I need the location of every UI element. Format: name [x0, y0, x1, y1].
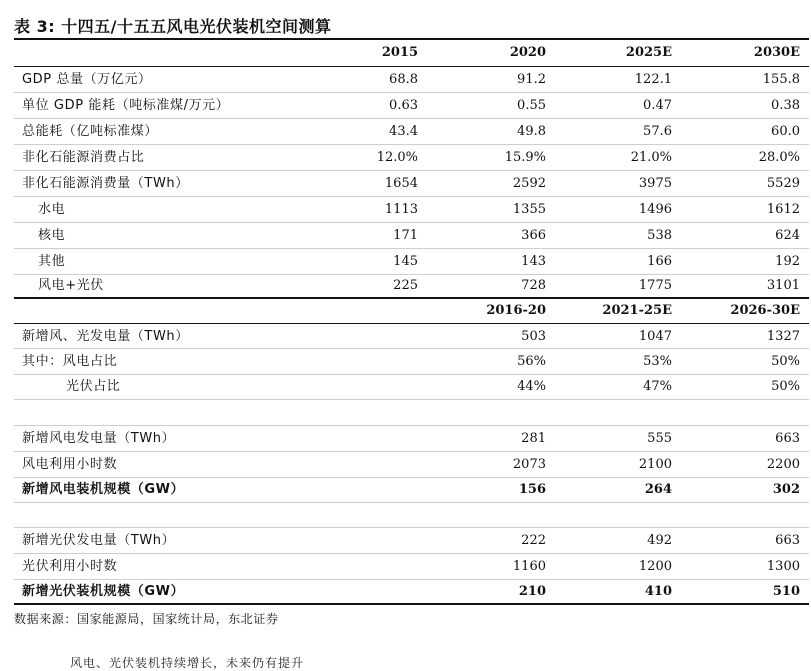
- cell-value: 663: [775, 431, 800, 446]
- cell-value: 12.0%: [376, 150, 418, 165]
- header-cell: 2021-25E: [602, 303, 672, 318]
- cell-value: 538: [647, 228, 672, 243]
- cell-value: 0.55: [517, 98, 546, 113]
- cell-value: 155.8: [762, 72, 800, 87]
- cell-value: 366: [521, 228, 546, 243]
- cell-value: 1113: [384, 202, 418, 217]
- cell-value: 2073: [512, 457, 546, 472]
- cell-value: 156: [518, 482, 546, 497]
- cell-value: 1327: [766, 329, 800, 344]
- cell-value: 192: [775, 254, 800, 269]
- table-row: [14, 119, 809, 144]
- cell-value: 225: [393, 278, 418, 293]
- cell-value: 510: [772, 584, 800, 599]
- table-row-empty: [14, 400, 809, 425]
- cell-value: 1612: [766, 202, 800, 217]
- cell-value: 3101: [766, 278, 800, 293]
- cell-value: 281: [521, 431, 546, 446]
- row-label: 非化石能源消费占比: [22, 150, 145, 165]
- header-cell: 2025E: [625, 45, 672, 60]
- cell-value: 122.1: [634, 72, 672, 87]
- table-row: [14, 452, 809, 477]
- row-label: 其他: [38, 254, 66, 269]
- table-row: [14, 145, 809, 170]
- row-label: 水电: [38, 202, 66, 217]
- row-label: 新增光伏发电量（TWh）: [22, 533, 176, 548]
- cell-value: 1355: [512, 202, 546, 217]
- cell-value: 143: [521, 254, 546, 269]
- row-label: 核电: [38, 228, 66, 243]
- row-label: 光伏占比: [66, 379, 121, 394]
- cell-value: 91.2: [517, 72, 546, 87]
- table-row: [14, 579, 809, 604]
- cell-value: 166: [647, 254, 672, 269]
- table-row: [14, 249, 809, 274]
- cell-value: 410: [644, 584, 672, 599]
- table-row: [14, 67, 809, 92]
- header-cell: 2030E: [753, 45, 800, 60]
- row-label: 新增风电装机规模（GW）: [22, 482, 185, 497]
- cell-value: 0.47: [643, 98, 672, 113]
- row-label: 光伏利用小时数: [22, 559, 118, 574]
- cell-value: 222: [521, 533, 546, 548]
- cell-value: 2100: [638, 457, 672, 472]
- cell-value: 555: [647, 431, 672, 446]
- table-row: [14, 223, 809, 248]
- bottom-rule: [14, 603, 809, 605]
- cell-value: 2200: [766, 457, 800, 472]
- cell-value: 44%: [517, 379, 546, 394]
- cell-value: 3975: [638, 176, 672, 191]
- header-row: [14, 298, 809, 323]
- cell-value: 43.4: [389, 124, 418, 139]
- row-label: GDP 总量（万亿元）: [22, 72, 152, 87]
- table-row: [14, 349, 809, 374]
- table-row: [14, 273, 809, 298]
- cell-value: 1300: [766, 559, 800, 574]
- table-row-empty: [14, 503, 809, 528]
- row-label: 风电利用小时数: [22, 457, 118, 472]
- cell-value: 68.8: [389, 72, 418, 87]
- table-row: [14, 324, 809, 349]
- table-row: [14, 93, 809, 118]
- header-cell: 2026-30E: [730, 303, 800, 318]
- cell-value: 1200: [638, 559, 672, 574]
- cell-value: 56%: [517, 354, 546, 369]
- table-row: [14, 171, 809, 196]
- cell-value: 0.63: [389, 98, 418, 113]
- row-label: 新增光伏装机规模（GW）: [22, 584, 185, 599]
- table-row: [14, 477, 809, 502]
- cell-value: 53%: [643, 354, 672, 369]
- row-label: 其中：风电占比: [22, 354, 118, 369]
- row-label: 单位 GDP 能耗（吨标准煤/万元）: [22, 98, 230, 113]
- row-label: 风电+光伏: [38, 278, 104, 293]
- cell-value: 28.0%: [758, 150, 800, 165]
- cut-off-text: 风电、光伏装机持续增长，未来仍有提升: [70, 656, 305, 670]
- cell-value: 145: [393, 254, 418, 269]
- table-row: [14, 426, 809, 451]
- cell-value: 47%: [643, 379, 672, 394]
- cell-value: 15.9%: [504, 150, 546, 165]
- cell-value: 50%: [771, 354, 800, 369]
- source-note: 数据来源：国家能源局，国家统计局，东北证券: [14, 612, 279, 626]
- cell-value: 1496: [638, 202, 672, 217]
- cell-value: 60.0: [771, 124, 800, 139]
- cell-value: 728: [521, 278, 546, 293]
- header-cell: 2015: [381, 45, 418, 60]
- table-title: 表 3: 十四五/十五五风电光伏装机空间测算: [14, 17, 332, 36]
- cell-value: 0.38: [771, 98, 800, 113]
- table-row: [14, 374, 809, 399]
- table-row: [14, 528, 809, 553]
- header-cell: 2020: [509, 45, 546, 60]
- cell-value: 50%: [771, 379, 800, 394]
- cell-value: 503: [521, 329, 546, 344]
- header-cell: 2016-20: [486, 303, 546, 318]
- cell-value: 1775: [638, 278, 672, 293]
- table-row: [14, 197, 809, 222]
- cell-value: 624: [775, 228, 800, 243]
- cell-value: 1160: [512, 559, 546, 574]
- cell-value: 2592: [512, 176, 546, 191]
- cell-value: 663: [775, 533, 800, 548]
- cell-value: 1654: [384, 176, 418, 191]
- header-row: [14, 40, 809, 65]
- cell-value: 5529: [766, 176, 800, 191]
- cell-value: 210: [518, 584, 546, 599]
- row-label: 新增风电发电量（TWh）: [22, 431, 176, 446]
- cell-value: 21.0%: [630, 150, 672, 165]
- cell-value: 1047: [638, 329, 672, 344]
- row-label: 总能耗（亿吨标准煤）: [22, 124, 159, 139]
- row-label: 非化石能源消费量（TWh）: [22, 176, 189, 191]
- row-label: 新增风、光发电量（TWh）: [22, 329, 189, 344]
- cell-value: 492: [647, 533, 672, 548]
- cell-value: 57.6: [643, 124, 672, 139]
- cell-value: 302: [772, 482, 800, 497]
- cell-value: 171: [393, 228, 418, 243]
- cell-value: 49.8: [517, 124, 546, 139]
- cell-value: 264: [644, 482, 672, 497]
- table-row: [14, 554, 809, 579]
